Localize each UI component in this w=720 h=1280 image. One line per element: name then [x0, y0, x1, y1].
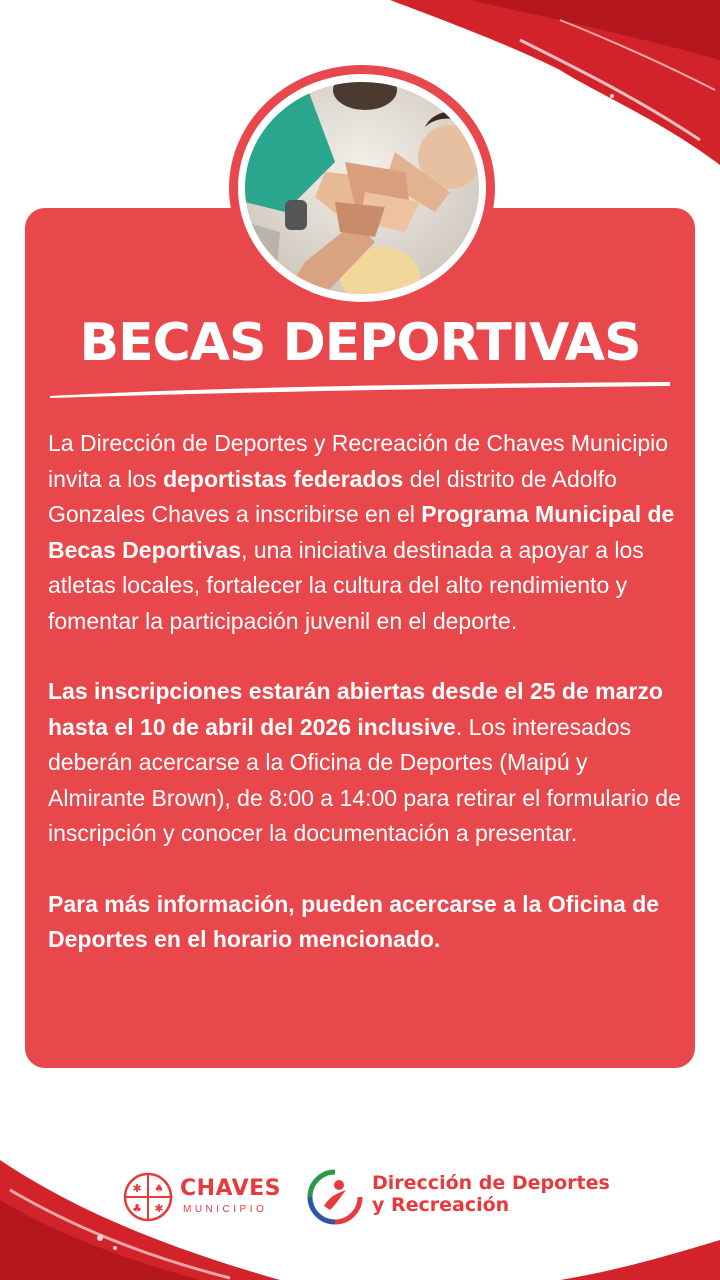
- chaves-logo-subtitle: MUNICIPIO: [183, 1204, 268, 1215]
- chaves-emblem-icon: [123, 1172, 173, 1222]
- text-span: del distrito de Adolfo Gonzales Chaves a inscribirse en el: [48, 465, 617, 527]
- svg-text:✱: ✱: [132, 1182, 142, 1195]
- text-span: . Los interesados deberán acercarse a la Oficina de Deportes (Maipú y Almirante Brown), de 8:00 a 14:00 para retirar el formulario de inscripción y conocer la documentación a presentar.: [48, 713, 681, 846]
- paragraph-registration: [48, 674, 688, 852]
- svg-text:✱: ✱: [154, 1202, 164, 1215]
- team-hands-photo: [245, 82, 479, 294]
- deportes-line-2: y Recreación: [372, 1194, 510, 1216]
- deportes-emblem-icon: [306, 1168, 364, 1226]
- bottom-right-brush-decoration: [560, 1240, 720, 1280]
- svg-text:♣: ♣: [132, 1202, 142, 1215]
- paragraph-intro: [48, 426, 688, 639]
- body-text: [48, 426, 688, 958]
- bold-text: Las inscripciones estarán abiertas desde el 25 de marzo hasta el 10 de abril del 2026 inclusive: [48, 678, 663, 740]
- footer-logos: [0, 1160, 720, 1230]
- text-span: La Dirección de Deportes y Recreación de Chaves Municipio invita a los: [48, 430, 669, 492]
- page-title: BECAS DEPORTIVAS: [79, 313, 641, 373]
- title-underline: [48, 380, 672, 400]
- chaves-logo-name: CHAVES: [180, 1176, 281, 1201]
- bold-text: Para más información, pueden acercarse a la Oficina de Deportes en el horario mencionado.: [48, 890, 660, 952]
- deportes-logo-name: [372, 1172, 610, 1216]
- bold-text: deportistas federados: [163, 465, 404, 492]
- text-span: , una iniciativa destinada a apoyar a los atletas locales, fortalecer la cultura del alto rendimiento y fomentar la participación juvenil en el deporte.: [48, 536, 644, 634]
- bold-text: Programa Municipal de Becas Deportivas: [48, 501, 675, 563]
- paragraph-more-info: [48, 887, 688, 958]
- deportes-line-1: Dirección de Deportes: [372, 1172, 610, 1194]
- svg-text:♠: ♠: [154, 1182, 164, 1195]
